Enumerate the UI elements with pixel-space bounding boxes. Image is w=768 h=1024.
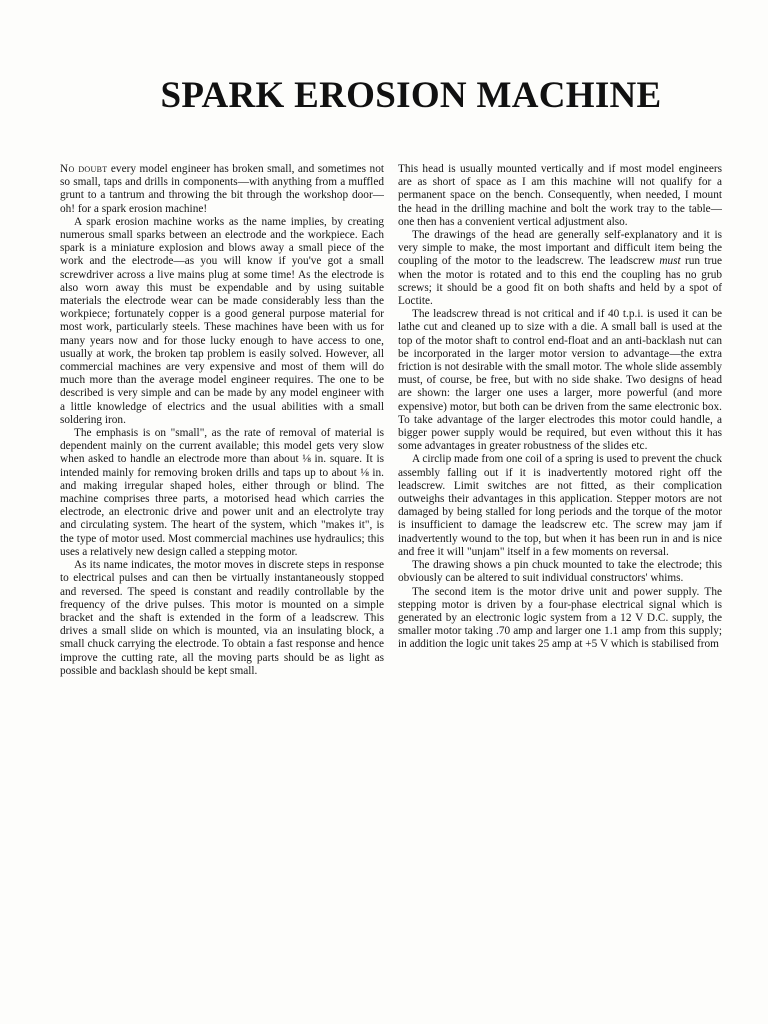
paragraph-drive-unit: The second item is the motor drive unit and power supply. The stepping motor is driven by a four-phase electrical signal which is generated by an electronic logic system from a 12 V D.C. supply, the smaller motor taking .70 amp and larger one 1.1 amp from this supply; in addition the logic unit takes 25 amp at +5 V which is stabilised from xyxy=(398,585,722,651)
emphasis-must: must xyxy=(659,255,681,268)
lead-in-small-caps: No doubt xyxy=(60,163,108,175)
paragraph-drawings-text-a: The drawings of the head are generally self-explanatory and it is very simple to make, the most important and difficult item being the coupling of the motor to the leadscrew. The leadscrew xyxy=(398,229,722,268)
paragraph-intro xyxy=(60,163,384,216)
right-text-column xyxy=(398,163,722,933)
article-title: SPARK EROSION MACHINE xyxy=(160,75,662,116)
paragraph-intro-text: every model engineer has broken small, and sometimes not so small, taps and drills in components—with anything from a muffled grunt to a tantrum and throwing the bit through the workshop door—oh! for a spark erosion machine! xyxy=(60,163,384,215)
paragraph-head-mounting: This head is usually mounted vertically and if most model engineers are as short of space as I am this machine will not qualify for a permanent space on the bench. Consequently, when needed, I mount the head in the drilling machine and bolt the work tray to the table—one then has a convenient vertical adjustment also. xyxy=(398,163,722,228)
paragraph-stepping-motor: As its name indicates, the motor moves in discrete steps in response to electrical pulses and can then be virtually instantaneously stopped and reversed. The speed is constant and readily controllable by the frequency of the drive pulses. This motor is mounted on a simple bracket and the shaft is extended in the form of a leadscrew. This drives a small slide on which is mounted, via an insulating block, a small chuck carrying the electrode. To obtain a fast response and hence improve the cutting rate, all the moving parts should be as light as possible and backlash should be kept small. xyxy=(60,559,384,677)
paragraph-how-it-works: A spark erosion machine works as the name implies, by creating numerous small sparks between an electrode and the workpiece. Each spark is a miniature explosion and blows away a small piece of the work and the electrode—as you will know if you've got a small screwdriver across a live mains plug at some time! As the electrode is also worn away this must be expendable and by using suitable materials the electrode wear can be made considerably less than the workpiece; fortunately copper is a good general purpose material for most work, particularly steels. These machines have been with us for many years now and for those lucky enough to have access to one, usually at work, the broken tap problem is easily solved. However, all commercial machines are very expensive and most of them will do much more than the average model engineer requires. The one to be described is very simple and can be made by any model engineer with a little knowledge of electrics and the usual abilities with a small soldering iron. xyxy=(60,215,384,426)
paragraph-emphasis-small: The emphasis is on "small", as the rate of removal of material is dependent mainly on the current available; this model gets very slow when asked to handle an electrode more than about ⅛ in. square. It is intended mainly for removing broken drills and taps up to about ⅛ in. and making irregular shaped holes, either through or blind. The machine comprises three parts, a motorised head which carries the electrode, an electronic drive and power unit and an electrolyte tray and circulating system. The heart of the system, which "makes it", is the type of motor used. Most commercial machines use hydraulics; this uses a relatively new design called a stepping motor. xyxy=(60,427,384,558)
left-text-column xyxy=(60,163,384,933)
paragraph-leadscrew-thread: The leadscrew thread is not critical and if 40 t.p.i. is used it can be lathe cut and cleaned up to size with a die. A small ball is used at the top of the motor shaft to control end-float and an anti-backlash nut can be incorporated in the larger motor version to advantage—the extra friction is not desirable with the small motor. The whole slide assembly must, of course, be free, but with no side shake. Two designs of head are shown: the larger one uses a larger, more powerful (and more expensive) motor, but both can be driven from the same electronic box. To take advantage of the larger electrodes this motor could handle, a bigger power supply would be required, but even without this it has some advantages in greater robustness of the slides etc. xyxy=(398,308,722,453)
paragraph-drawings xyxy=(398,229,722,308)
paragraph-pin-chuck: The drawing shows a pin chuck mounted to take the electrode; this obviously can be altered to suit individual constructors' whims. xyxy=(398,559,722,585)
paragraph-drawings-text-b: run true when the motor is rotated and to this end the coupling has no grub screws; it should be a good fit on both shafts and held by a spot of Loctite. xyxy=(398,255,722,308)
paragraph-circlip: A circlip made from one coil of a spring is used to prevent the chuck assembly falling out if it is inadvertently motored right off the leadscrew. Limit switches are not fitted, as their complication outweighs their advantages in this application. Stepper motors are not damaged by being stalled for long periods and the torque of the motor is insufficient to damage the leadscrew etc. The screw may jam if inadvertently wound to the top, but when it has been run in and is nice and free it will "unjam" itself in a few moments on reversal. xyxy=(398,453,722,558)
